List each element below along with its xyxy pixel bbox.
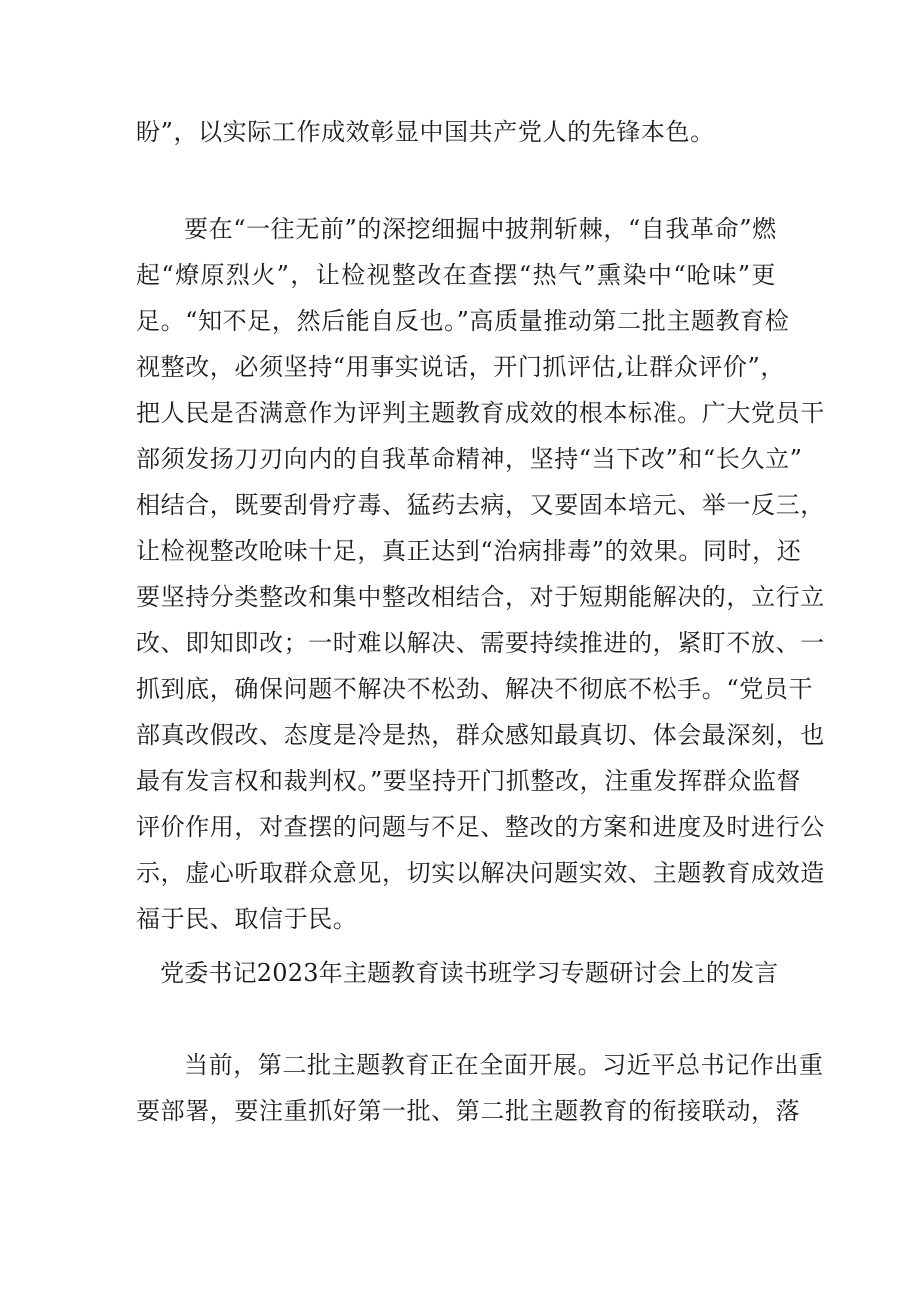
text-line: 足。“知不足，然后能自反也。”高质量推动第二批主题教育检 bbox=[136, 307, 790, 335]
text-line: 让检视整改呛味十足，真正达到“治病排毒”的效果。同时，还 bbox=[136, 537, 802, 565]
text-line: 最有发言权和裁判权。”要坚持开门抓整改，注重发挥群众监督 bbox=[136, 767, 802, 795]
text-line: 相结合，既要刮骨疗毒、猛药去病，又要固本培元、举一反三， bbox=[136, 491, 825, 519]
text-line: 把人民是否满意作为评判主题教育成效的根本标准。广大党员干 bbox=[136, 399, 825, 427]
section-heading: 党委书记2023年主题教育读书班学习专题研讨会上的发言 bbox=[160, 959, 779, 987]
text-line: 起“燎原烈火”，让检视整改在查摆“热气”熏染中“呛味”更 bbox=[136, 261, 776, 289]
text-line: 抓到底，确保问题不解决不松劲、解决不彻底不松手。“党员干 bbox=[136, 675, 814, 703]
text-line: 要部署，要注重抓好第一批、第二批主题教育的衔接联动，落 bbox=[136, 1097, 801, 1125]
text-line: 示，虚心听取群众意见，切实以解决问题实效、主题教育成效造 bbox=[136, 859, 825, 887]
paragraph-first-line: 要在“一往无前”的深挖细掘中披荆斩棘，“自我革命”燃 bbox=[184, 215, 777, 243]
text-line: 视整改，必须坚持“用事实说话，开门抓评估,让群众评价”， bbox=[136, 353, 785, 381]
text-line: 福于民、取信于民。 bbox=[136, 905, 358, 933]
text-line: 盼”，以实际工作成效彰显中国共产党人的先锋本色。 bbox=[136, 118, 715, 146]
text-line: 要坚持分类整改和集中整改相结合，对于短期能解决的，立行立 bbox=[136, 583, 825, 611]
text-line: 评价作用，对查摆的问题与不足、整改的方案和进度及时进行公 bbox=[136, 813, 825, 841]
text-line: 改、即知即改；一时难以解决、需要持续推进的，紧盯不放、一 bbox=[136, 629, 825, 657]
text-line: 部须发扬刀刃向内的自我革命精神，坚持“当下改”和“长久立” bbox=[136, 445, 803, 473]
text-line: 部真改假改、态度是冷是热，群众感知最真切、体会最深刻，也 bbox=[136, 721, 825, 749]
paragraph-first-line: 当前，第二批主题教育正在全面开展。习近平总书记作出重 bbox=[184, 1051, 824, 1079]
